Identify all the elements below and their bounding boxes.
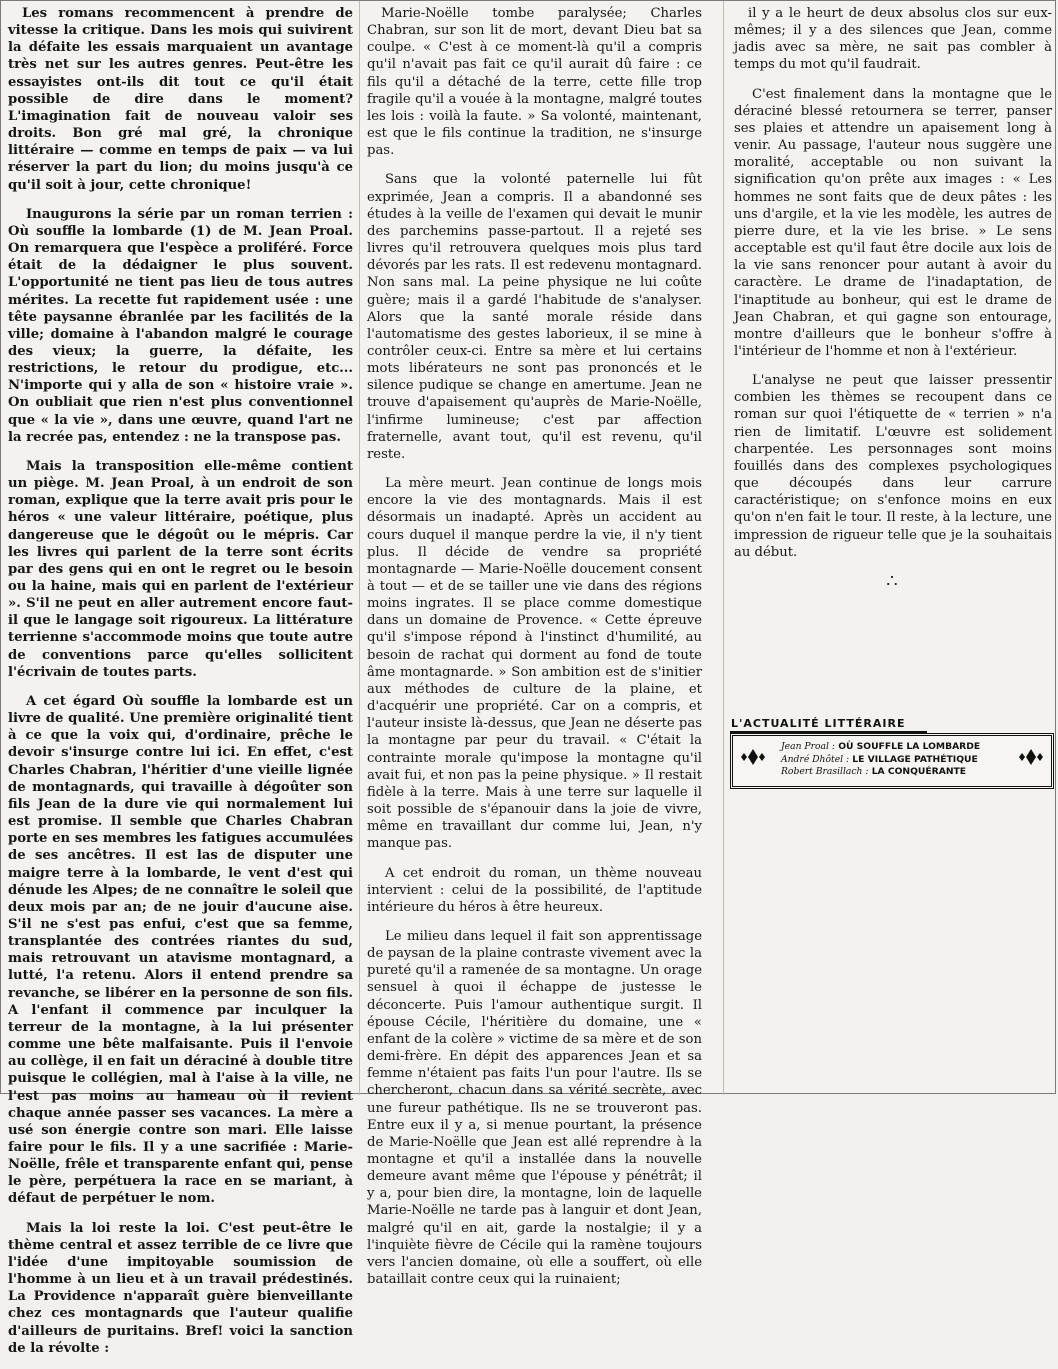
column-3 xyxy=(734,5,1052,590)
diamond-ornament-icon xyxy=(739,746,769,768)
section-ornament: ∴ xyxy=(886,570,900,592)
column-2 xyxy=(367,5,702,1300)
author-name: Jean Proal : xyxy=(781,741,835,752)
paragraph: il y a le heurt de deux absolus clos sur eux-mêmes; il y a des silences que Jean, comme jadis avec sa mère, ne sait pas combler à temps du mot qu'il faudrait. xyxy=(734,6,1052,73)
paragraph: Mais la loi reste la loi. C'est peut-être le thème central et assez terrible de ce livre que l'idée d'une impitoyable soumission de l'homme à un lieu et à un travail prédestinés. La Providence n'apparaît guère bienveillante chez ces montagnards que l'auteur qualifie d'ailleurs de puritains. Bref! voici la sanction de la révolte : xyxy=(8,1220,353,1356)
literary-news-list xyxy=(781,741,1011,779)
book-title: LE VILLAGE PATHÉTIQUE xyxy=(852,753,978,765)
book-title: OÙ SOUFFLE LA LOMBARDE xyxy=(838,741,981,752)
author-name: André Dhôtel : xyxy=(781,753,850,765)
paragraph: A cet égard Où souffle la lombarde est un livre de qualité. Une première originalité tient à ce que la voix qui, d'ordinaire, prêche le devoir s'insurge contre lui ici. En effet, c'est Charles Chabran, l'héritier d'une vieille lignée de montagnards, qui travaille à dégoûter son fils Jean de la dure vie qui normalement lui est promise. Il semble que Charles Chabran porte en ses membres les fatigues accumulées de ses ancêtres. Il est las de disputer une maigre terre à la lombarde, le vent d'est qui dénude les Alpes; de ne connaître le soleil que deux mois par an; de ne jouir d'aucune aise. S'il ne s'est pas enfui, c'est que sa femme, transplantée des contrées riantes du sud, mais retrouvant un atavisme montagnard, a lutté, l'a retenu. Alors il entend prendre sa revanche, se libérer en la personne de son fils. A l'enfant il commence par inculquer la terreur de la montagne, à la lui présenter comme une bête malfaisante. Puis il l'envoie au collège, il en fait un déraciné à double titre puisque le collégien, mal à l'aise à la ville, ne l'est pas moins au hameau où il revient chaque année passer ses vacances. La mère a usé son énergie contre son mari. Elle laisse faire pour le fils. Il y a une sacrifiée : Marie-Noëlle, frêle et transparente enfant qui, pense le père, perpétuera la race en se mariant, à défaut de perpétuer le nom. xyxy=(8,693,353,1207)
list-item xyxy=(781,766,1011,779)
paragraph: Mais la transposition elle-même contient un piège. M. Jean Proal, à un endroit de son roman, explique que la terre avait pris pour le héros « une valeur littéraire, poétique, plus dangereuse que le dégoût ou le mépris. Car les livres qui parlent de la terre sont écrits par des gens qui en ont le regret ou le besoin ou la haine, mais qui en parlent de l'extérieur ». S'il ne peut en aller autrement encore faut-il que le langage soit rigoureux. La littérature terrienne s'accommode moins que toute autre de conventions parce qu'elles sollicitent l'écrivain de toutes parts. xyxy=(8,458,353,680)
column-divider xyxy=(723,1,724,1095)
author-name: Robert Brasillach : xyxy=(781,766,869,778)
literary-news-heading: L'ACTUALITÉ LITTÉRAIRE xyxy=(730,717,927,734)
paragraph: L'analyse ne peut que laisser pressentir combien les thèmes se recoupent dans ce roman sur quoi l'étiquette de « terrien » n'a rien de limitatif. L'œuvre est solidement charpentée. Les personnages sont moins fouillés dans des complexes psychologiques que découpés dans leur carrure caractéristique; on s'enfonce moins en eux qu'on n'en fait le tour. Il reste, à la lecture, une impression de rigueur telle que je la souhaitais au début. xyxy=(734,373,1052,560)
literary-news-box xyxy=(730,717,1054,789)
paragraph: Marie-Noëlle tombe paralysée; Charles Chabran, sur son lit de mort, devant Dieu bat sa coulpe. « C'est à ce moment-là qu'il a compris qu'il n'avait pas fait ce qu'il aurait dû faire : ce fils qu'il a détaché de la terre, cette fille trop fragile qu'il a vouée à la montagne, malgré toutes les lois : voilà la faute. » Sa volonté, maintenant, est que le fils continue la tradition, ne s'insurge pas. xyxy=(367,6,702,159)
paragraph: La mère meurt. Jean continue de longs mois encore la vie des montagnards. Mais il est désormais un inadapté. Après un accident au cours duquel il manque perdre la vie, il n'y tient plus. Il décide de vendre sa propriété montagnarde — Marie-Noëlle doucement consent à tout — et de se tailler une vie dans des régions moins ingrates. Il se place comme domestique dans un domaine de Provence. « Cette épreuve qu'il s'impose répond à l'instinct d'humilité, au besoin de rachat qui dorment au fond de toute âme montagnarde. » Son ambition est de s'initier aux méthodes de culture de la plaine, et d'acquérir une propriété. Car on a compris, et l'auteur insiste là-dessus, que Jean ne déserte pas la montagne par peur du travail. « C'était la contrainte morale qu'impose la montagne qu'il avait fui, et non pas la peine physique. » Il restait fidèle à la terre. Mais à une terre sur laquelle il soit possible de s'épanouir dans la joie de vivre, même en travaillant dur comme lui, Jean, n'y manque pas. xyxy=(367,476,702,852)
list-item xyxy=(781,741,1011,754)
column-divider xyxy=(359,1,360,1095)
paragraph: Inaugurons la série par un roman terrien : Où souffle la lombarde (1) de M. Jean Proal. On remarquera que l'espèce a proliféré. Force était de la dédaigner le plus souvent. L'opportunité ne tient pas lieu de tous autres mérites. La recette fut rapidement usée : une tête paysanne ébranlée par les facilités de la ville; domaine à l'abandon malgré le courage des vieux; la guerre, la défaite, les restrictions, le retour du prodigue, etc... N'importe qui y alla de son « histoire vraie ». On oubliait que rien n'est plus conventionnel que « la vie », dans une œuvre, quand l'art ne la recrée pas, entendez : ne la transpose pas. xyxy=(8,206,353,445)
literary-news-frame xyxy=(730,733,1054,789)
paragraph: A cet endroit du roman, un thème nouveau intervient : celui de la possibilité, de l'aptitude intérieure du héros à être heureux. xyxy=(367,865,702,915)
list-item xyxy=(781,754,1011,767)
paragraph: Le milieu dans lequel il fait son apprentissage de paysan de la plaine contraste vivement avec la pureté qu'il a ramenée de sa montagne. Un orage sensuel à quoi il échappe de justesse le déconcerte. Puis l'amour authentique surgit. Il épouse Cécile, l'héritière du domaine, une « enfant de la colère » victime de sa mère et de son demi-frère. En dépit des apparences Jean et sa femme n'étaient pas faits l'un pour l'autre. Ils se chercheront, chacun dans sa vérité secrète, avec une fureur pathétique. Ils ne se trouveront pas. Entre eux il y a, si menue pourtant, la présence de Marie-Noëlle que Jean est allé reprendre à la montagne et qu'il a installée dans la nouvelle demeure avant même que l'épouse y pénétrât; il y a, pour bien dire, la montagne, loin de laquelle Marie-Noëlle ne tarde pas à languir et dont Jean, malgré qu'il en ait, garde la nostalgie; il y a l'inquiète fièvre de Cécile qui la ramène toujours vers l'ancien domaine, où elle a souffert, où elle bataillait contre ceux qui la ruinaient; xyxy=(367,928,702,1288)
paragraph: Sans que la volonté paternelle lui fût exprimée, Jean a compris. Il a abandonné ses études à la veille de l'examen qui devait le munir des parchemins passe-partout. Il a rejeté ses livres qu'il retrouvera quelques mois plus tard dévorés par les rats. Il est redevenu montagnard. Non sans mal. La peine physique ne lui coûte guère; mais il a gardé l'habitude de s'analyser. Alors que la santé morale réside dans l'automatisme des gestes laborieux, il se mine à contrôler ceux-ci. Entre sa mère et lui certains mots libérateurs ne sont pas prononcés et le silence pudique se change en amertume. Jean ne trouve d'apaisement qu'auprès de Marie-Noëlle, l'infirme lumineuse; c'est par affection fraternelle, avant tout, qu'il est revenu, qu'il reste. xyxy=(367,172,702,462)
paragraph: Les romans recommencent à prendre de vitesse la critique. Dans les mois qui suivirent la défaite les essais marquaient un avantage très net sur les autres genres. Peut-être les essayistes ont-ils dit tout ce qu'il était possible de dire dans le moment? L'imagination fait de nouveau valoir ses droits. Bon gré mal gré, la chronique littéraire — comme en temps de paix — va lui réserver la part du lion; du moins jusqu'à ce qu'il soit à jour, cette chronique! xyxy=(8,6,353,193)
diamond-ornament-icon xyxy=(1015,746,1045,768)
paragraph: C'est finalement dans la montagne que le déraciné blessé retournera se terrer, panser ses plaies et attendre un apaisement long à venir. Au passage, l'auteur nous suggère une moralité, acceptable ou non suivant la signification qu'on prête aux images : « Les hommes ne sont faits que de deux pâtes : les uns d'argile, et la vie les modèle, les autres de pierre dure, et la vie les brise. » Le sens acceptable est qu'il faut être docile aux lois de la vie sans renoncer pour autant à avoir du caractère. Le drame de l'inadaptation, de l'inaptitude au bonheur, qui est le drame de Jean Chabran, et qui gagne son entourage, montre d'ailleurs que le bonheur s'offre à l'intérieur de l'homme et non à l'extérieur. xyxy=(734,86,1052,359)
column-1 xyxy=(8,5,353,1369)
book-title: LA CONQUÉRANTE xyxy=(871,766,967,778)
